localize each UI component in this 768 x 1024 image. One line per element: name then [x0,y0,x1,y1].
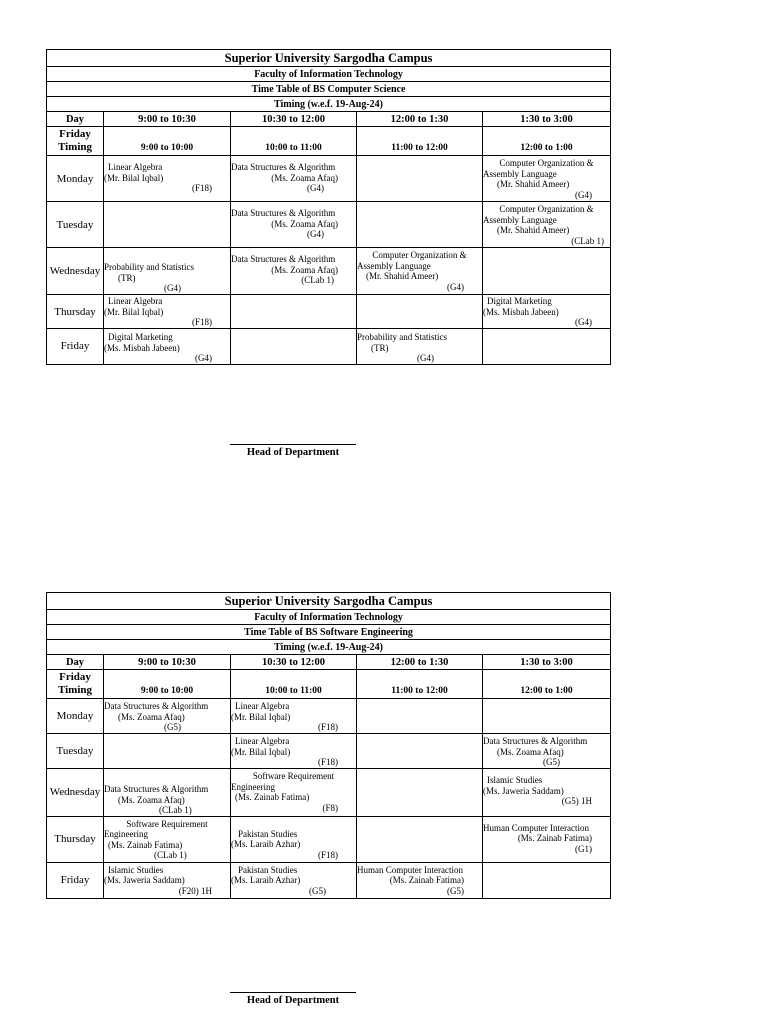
class-cell [357,769,483,817]
header-slot-4: 1:30 to 3:00 [483,112,611,127]
day-wednesday: Wednesday [47,769,104,817]
class-cell: Computer Organization & Assembly Language (Mr. Shahid Ameer) (CLab 1) [483,202,611,248]
class-cell: Data Structures & Algorithm (Ms. Zoama Afaq) (CLab 1) [104,769,231,817]
day-friday: Friday [47,329,104,365]
faculty-title: Faculty of Information Technology [47,67,611,82]
friday-timing-label: Friday Timing [47,127,104,156]
class-cell [483,248,611,295]
day-tuesday: Tuesday [47,202,104,248]
class-cell: Probability and Statistics (TR) (G4) [357,329,483,365]
class-cell: Data Structures & Algorithm (Ms. Zoama Afaq) (G5) [483,734,611,769]
class-cell [357,156,483,202]
class-cell: Data Structures & Algorithm (Ms. Zoama Afaq) (G4) [231,202,357,248]
timetable-se [46,592,611,899]
class-cell [357,202,483,248]
class-cell [231,295,357,329]
friday-time-3: 11:00 to 12:00 [357,670,483,699]
day-thursday: Thursday [47,816,104,862]
header-day: Day [47,112,104,127]
day-friday: Friday [47,862,104,898]
class-cell: Data Structures & Algorithm (Ms. Zoama Afaq) (CLab 1) [231,248,357,295]
class-cell [104,734,231,769]
class-cell: Software Requirement Engineering (Ms. Zainab Fatima) (F8) [231,769,357,817]
class-cell: Computer Organization & Assembly Language (Mr. Shahid Ameer) (G4) [483,156,611,202]
header-slot-2: 10:30 to 12:00 [231,655,357,670]
friday-time-3: 11:00 to 12:00 [357,127,483,156]
friday-time-1: 9:00 to 10:00 [104,670,231,699]
class-cell: Digital Marketing (Ms. Misbah Jabeen) (G4) [104,329,231,365]
program-title: Time Table of BS Software Engineering [47,625,611,640]
class-cell: Software Requirement Engineering (Ms. Zainab Fatima) (CLab 1) [104,816,231,862]
class-cell: Pakistan Studies (Ms. Laraib Azhar) (G5) [231,862,357,898]
class-cell [357,295,483,329]
faculty-title: Faculty of Information Technology [47,610,611,625]
class-cell [483,699,611,734]
university-title: Superior University Sargodha Campus [47,593,611,610]
timetable-cs [46,49,611,365]
class-cell: Probability and Statistics (TR) (G4) [104,248,231,295]
class-cell: Data Structures & Algorithm (Ms. Zoama Afaq) (G5) [104,699,231,734]
class-cell: Linear Algebra (Mr. Bilal Iqbal) (F18) [231,699,357,734]
university-title: Superior University Sargodha Campus [47,50,611,67]
class-cell [357,734,483,769]
class-cell: Islamic Studies (Ms. Jaweria Saddam) (F20) 1H [104,862,231,898]
day-monday: Monday [47,699,104,734]
signature-line: Head of Department [230,992,356,1006]
class-cell: Human Computer Interaction (Ms. Zainab Fatima) (G5) [357,862,483,898]
class-cell [104,202,231,248]
header-slot-1: 9:00 to 10:30 [104,655,231,670]
day-wednesday: Wednesday [47,248,104,295]
class-cell [357,816,483,862]
class-cell: Linear Algebra (Mr. Bilal Iqbal) (F18) [231,734,357,769]
header-slot-3: 12:00 to 1:30 [357,112,483,127]
class-cell: Islamic Studies (Ms. Jaweria Saddam) (G5) 1H [483,769,611,817]
header-slot-2: 10:30 to 12:00 [231,112,357,127]
header-day: Day [47,655,104,670]
class-cell: Linear Algebra (Mr. Bilal Iqbal) (F18) [104,156,231,202]
friday-time-2: 10:00 to 11:00 [231,670,357,699]
day-tuesday: Tuesday [47,734,104,769]
timing-title: Timing (w.e.f. 19-Aug-24) [47,640,611,655]
class-cell [357,699,483,734]
timing-title: Timing (w.e.f. 19-Aug-24) [47,97,611,112]
program-title: Time Table of BS Computer Science [47,82,611,97]
friday-time-1: 9:00 to 10:00 [104,127,231,156]
class-cell [483,329,611,365]
class-cell [231,329,357,365]
signature-line: Head of Department [230,444,356,458]
friday-timing-label: Friday Timing [47,670,104,699]
class-cell: Data Structures & Algorithm (Ms. Zoama Afaq) (G4) [231,156,357,202]
day-monday: Monday [47,156,104,202]
day-thursday: Thursday [47,295,104,329]
class-cell: Computer Organization & Assembly Language (Mr. Shahid Ameer) (G4) [357,248,483,295]
class-cell [483,862,611,898]
class-cell: Pakistan Studies (Ms. Laraib Azhar) (F18) [231,816,357,862]
friday-time-4: 12:00 to 1:00 [483,127,611,156]
friday-time-4: 12:00 to 1:00 [483,670,611,699]
header-slot-1: 9:00 to 10:30 [104,112,231,127]
class-cell: Linear Algebra (Mr. Bilal Iqbal) (F18) [104,295,231,329]
header-slot-3: 12:00 to 1:30 [357,655,483,670]
header-slot-4: 1:30 to 3:00 [483,655,611,670]
class-cell: Digital Marketing (Ms. Misbah Jabeen) (G4) [483,295,611,329]
friday-time-2: 10:00 to 11:00 [231,127,357,156]
class-cell: Human Computer Interaction (Ms. Zainab Fatima) (G1) [483,816,611,862]
